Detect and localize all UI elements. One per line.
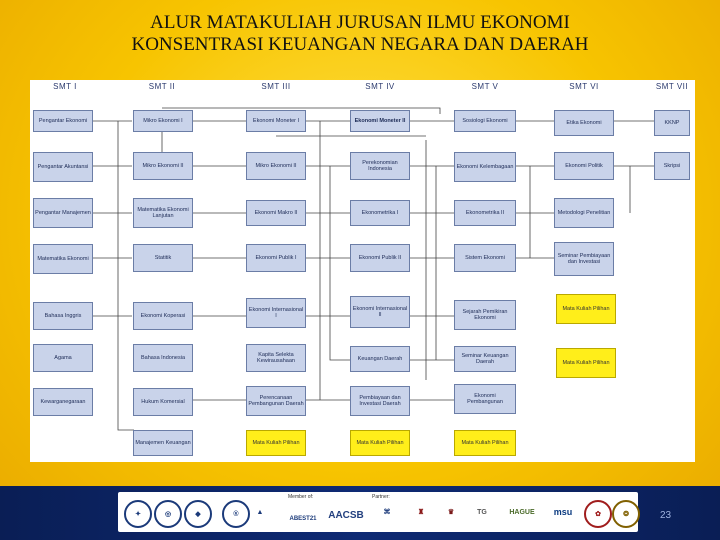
course-box: Mikro Ekonomi I: [133, 110, 193, 132]
column-header-smt-4: SMT IV: [365, 82, 395, 91]
partner-logo-icon: ⌘: [383, 509, 391, 516]
page-number: 23: [660, 510, 672, 521]
connector: [330, 166, 350, 360]
partner-logo-strip: [118, 492, 638, 532]
course-box: Sistem Ekonomi: [454, 244, 516, 272]
course-box: Keuangan Daerah: [350, 346, 410, 372]
course-box: Skripsi: [654, 152, 690, 180]
course-box: Perencanaan Pembangunan Daerah: [246, 386, 306, 416]
course-box: Sejarah Pemikiran Ekonomi: [454, 300, 516, 330]
elective-course-box: Mata Kuliah Pilihan: [454, 430, 516, 456]
course-box: Ekonomi Internasional I: [246, 298, 306, 328]
shield-icon: ▲: [256, 508, 264, 516]
partner-tg-icon: TG: [477, 508, 487, 516]
abest21-logo: ABEST21: [289, 516, 317, 522]
slide-title-line-1: ALUR MATAKULIAH JURUSAN ILMU EKONOMI: [150, 12, 570, 33]
column-header-smt-7: SMT VII: [655, 82, 689, 91]
course-box: Kapita Selekta Kewirausahaan: [246, 344, 306, 372]
course-box: Mikro Ekonomi II: [133, 152, 193, 180]
course-box: Metodologi Penelitian: [554, 198, 614, 228]
elective-course-box: Mata Kuliah Pilihan: [556, 348, 616, 378]
member-label: Member of:: [288, 494, 314, 500]
course-box: Ekonomi Koperasi: [133, 302, 193, 330]
footer-bar: [0, 486, 720, 540]
msu-logo: msu: [553, 507, 573, 517]
partner-label: Partner:: [372, 494, 390, 500]
course-box: Ekonometrika II: [454, 200, 516, 226]
course-box: Pembiayaan dan Investasi Daerah: [350, 386, 410, 416]
course-box: Ekonomi Kelembagaan: [454, 152, 516, 182]
course-box: Perekonomian Indonesia: [350, 152, 410, 180]
course-box: Kewarganegaraan: [33, 388, 93, 416]
hague-logo: HAGUE: [509, 508, 535, 516]
course-box: Ekonomi Moneter I: [246, 110, 306, 132]
partner-crest-2-icon: ♛: [447, 509, 455, 516]
course-box: Seminar Keuangan Daerah: [454, 346, 516, 372]
course-box: Statitik: [133, 244, 193, 272]
course-box: Mikro Ekonomi II: [246, 152, 306, 180]
department-logo-icon: ◆: [184, 500, 212, 528]
column-header-smt-1: SMT I: [53, 82, 77, 91]
course-flow-diagram: [30, 80, 695, 462]
elective-course-box: Mata Kuliah Pilihan: [556, 294, 616, 324]
aacsb-logo: AACSB: [328, 509, 364, 521]
elective-course-box: Mata Kuliah Pilihan: [350, 430, 410, 456]
course-box: Ekonomi Politik: [554, 152, 614, 180]
course-box: Seminar Pembiayaan dan Investasi: [554, 242, 614, 276]
course-box: Bahasa Inggris: [33, 302, 93, 330]
course-box: Ekonomi Publik I: [246, 244, 306, 272]
course-box: Hukum Komersial: [133, 388, 193, 416]
course-box: Ekonomi Pembangunan: [454, 384, 516, 414]
partner-seal-icon: ✿: [584, 500, 612, 528]
course-box: Pengantar Ekonomi: [33, 110, 93, 132]
course-box: Ekonomi Publik II: [350, 244, 410, 272]
column-header-smt-5: SMT V: [471, 82, 499, 91]
registered-mark-icon: ®: [222, 500, 250, 528]
partner-crest-icon: ♜: [417, 509, 425, 516]
course-box: Ekonomi Moneter II: [350, 110, 410, 132]
course-box: Bahasa Indonesia: [133, 344, 193, 372]
connector: [118, 121, 134, 430]
course-box: KKNP: [654, 110, 690, 136]
column-header-smt-2: SMT II: [148, 82, 176, 91]
elective-course-box: Mata Kuliah Pilihan: [246, 430, 306, 456]
course-box: Ekonomi Internasional II: [350, 296, 410, 328]
course-box: Matematika Ekonomi: [33, 244, 93, 274]
column-header-smt-3: SMT III: [261, 82, 291, 91]
course-box: Manajemen Keuangan: [133, 430, 193, 456]
course-box: Matematika Ekonomi Lanjutan: [133, 198, 193, 228]
course-box: Pengantar Akuntansi: [33, 152, 93, 182]
partner-seal-2-icon: ❂: [612, 500, 640, 528]
course-box: Etika Ekonomi: [554, 110, 614, 136]
slide-title-line-2: KONSENTRASI KEUANGAN NEGARA DAN DAERAH: [131, 34, 589, 55]
course-box: Pengantar Manajemen: [33, 198, 93, 228]
university-seal-icon: ✦: [124, 500, 152, 528]
column-header-smt-6: SMT VI: [569, 82, 599, 91]
course-box: Agama: [33, 344, 93, 372]
course-box: Ekonomi Makro II: [246, 200, 306, 226]
course-box: Ekonometrika I: [350, 200, 410, 226]
course-box: Sosiologi Ekonomi: [454, 110, 516, 132]
faculty-emblem-icon: ◎: [154, 500, 182, 528]
